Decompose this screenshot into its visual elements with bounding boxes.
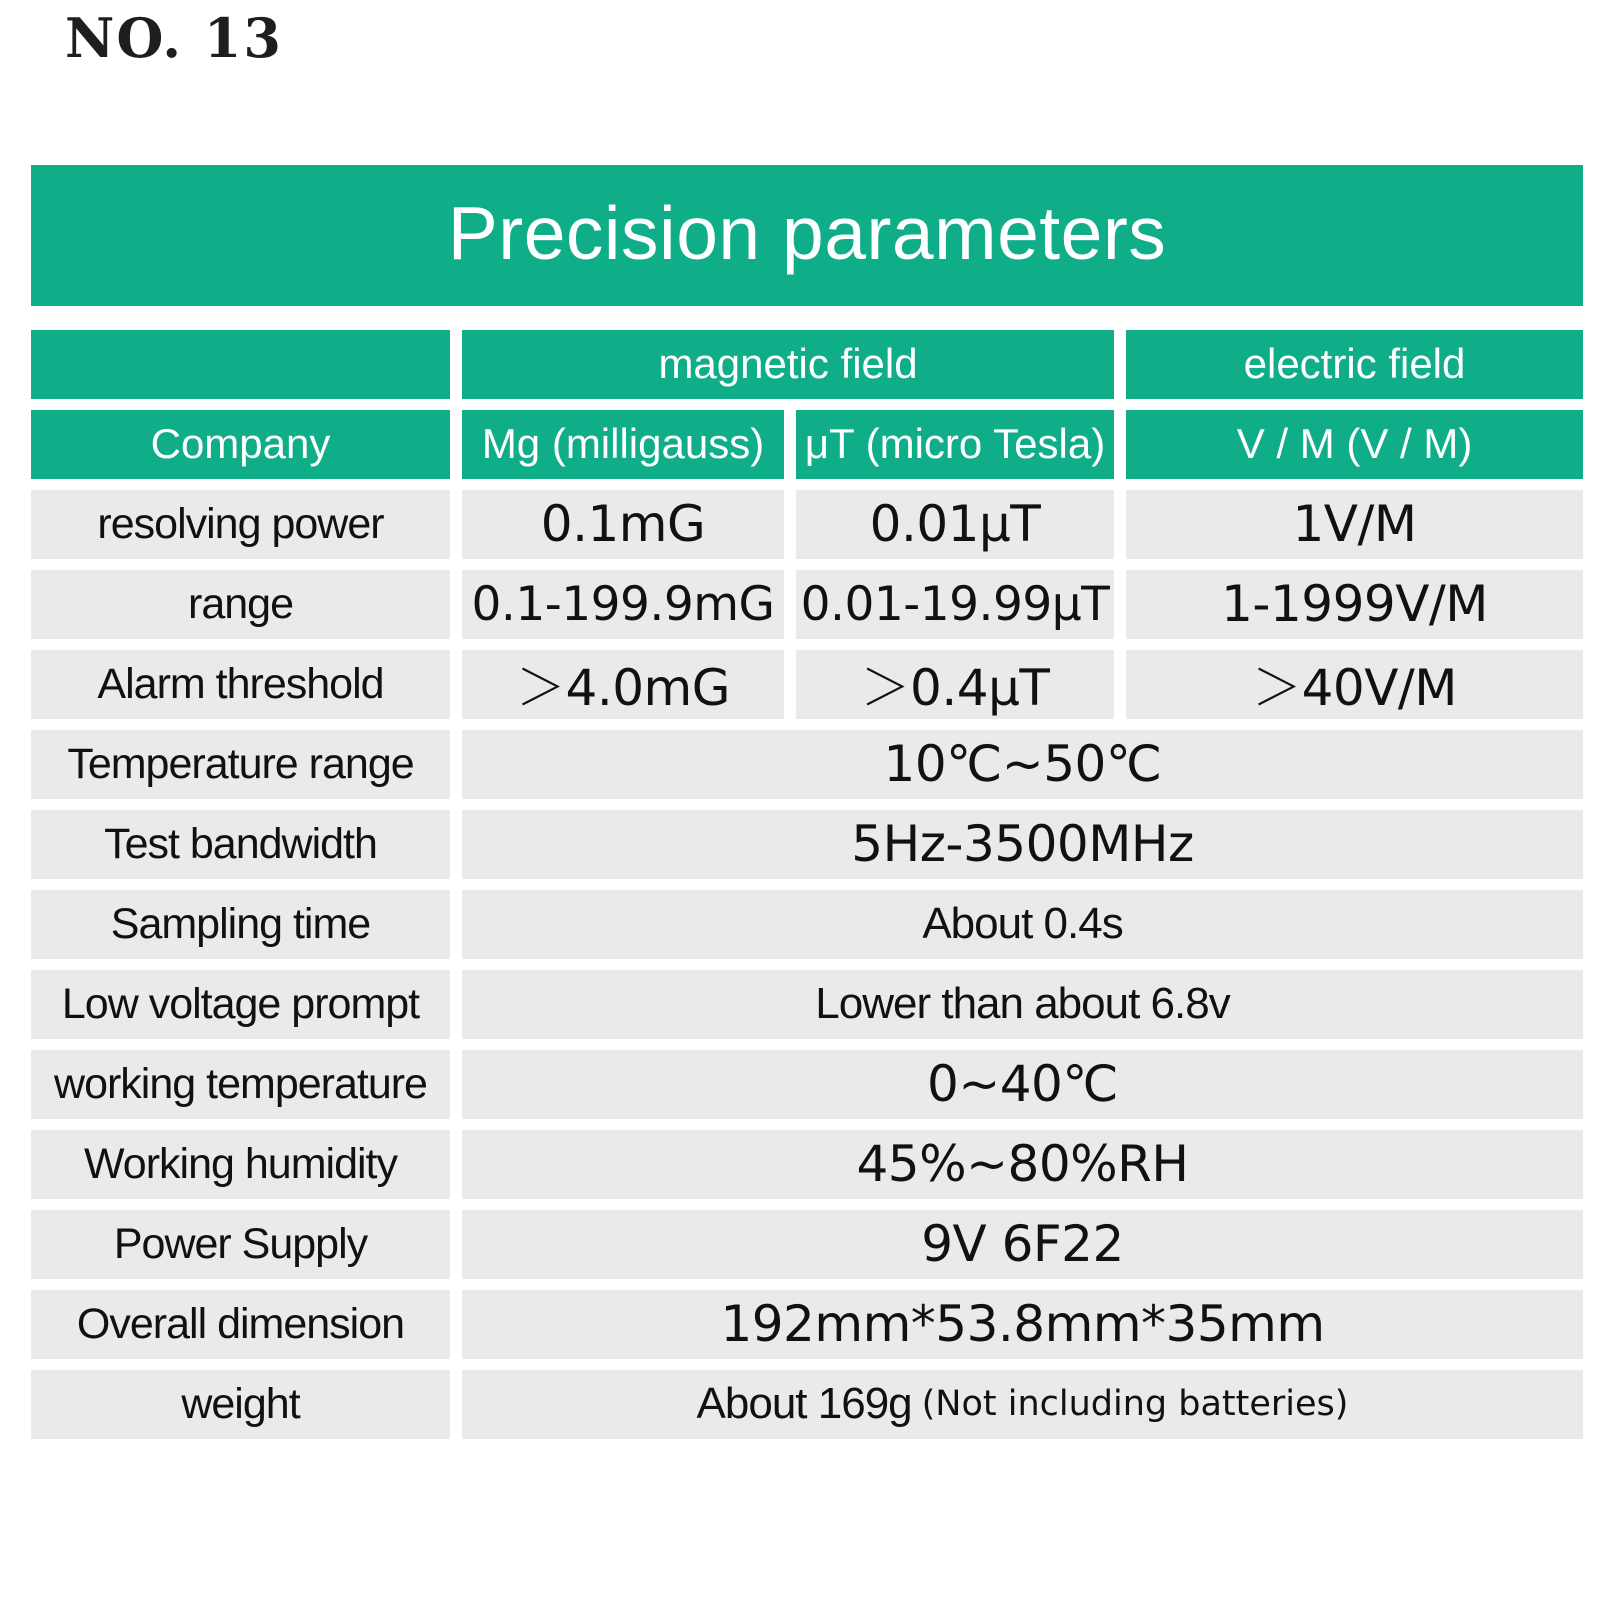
table-row-low-voltage-prompt: [31, 964, 1583, 1044]
vm-value: 1-1999V/M: [1126, 564, 1583, 644]
table-row-range: [31, 564, 1583, 644]
title-banner: [31, 165, 1583, 306]
row-value: 192mm*53.8mm*35mm: [462, 1284, 1583, 1364]
row-label: Overall dimension: [31, 1284, 462, 1364]
mg-unit-header: Mg (milligauss): [462, 404, 796, 484]
mg-value: 0.1mG: [462, 484, 796, 564]
table-row-test-bandwidth: [31, 804, 1583, 884]
mg-value: 0.1-199.9mG: [462, 564, 796, 644]
page-number-label: NO. 13: [65, 6, 283, 70]
row-value: Lower than about 6.8v: [462, 964, 1583, 1044]
row-label: Low voltage prompt: [31, 964, 462, 1044]
table-row-sampling-time: [31, 884, 1583, 964]
spec-table: [31, 324, 1583, 1444]
ut-value: 0.01-19.99μT: [796, 564, 1126, 644]
row-label: Power Supply: [31, 1204, 462, 1284]
weight-value: About 169g: [696, 1379, 912, 1428]
group-header-row: [31, 324, 1583, 404]
row-value: 0~40℃: [462, 1044, 1583, 1124]
table-row-weight: [31, 1364, 1583, 1444]
row-label: Alarm threshold: [31, 644, 462, 724]
row-value: 9V 6F22: [462, 1204, 1583, 1284]
row-label: range: [31, 564, 462, 644]
page-title: Precision parameters: [447, 190, 1167, 275]
table-row-overall-dimension: [31, 1284, 1583, 1364]
vm-unit-header: V / M (V / M): [1126, 404, 1583, 484]
weight-note: (Not including batteries): [921, 1384, 1349, 1424]
row-value: [462, 1364, 1583, 1444]
vm-value: ＞40V/M: [1126, 644, 1583, 724]
table-row-working-temperature: [31, 1044, 1583, 1124]
row-label: Test bandwidth: [31, 804, 462, 884]
row-label: working temperature: [31, 1044, 462, 1124]
ut-value: 0.01μT: [796, 484, 1126, 564]
mg-value: ＞4.0mG: [462, 644, 796, 724]
table-row-resolving-power: [31, 484, 1583, 564]
row-label: Temperature range: [31, 724, 462, 804]
vm-value: 1V/M: [1126, 484, 1583, 564]
table-row-power-supply: [31, 1204, 1583, 1284]
table-row-working-humidity: [31, 1124, 1583, 1204]
company-header: Company: [31, 404, 462, 484]
blank-header-cell: [31, 324, 462, 404]
row-label: weight: [31, 1364, 462, 1444]
row-value: About 0.4s: [462, 884, 1583, 964]
row-label: Working humidity: [31, 1124, 462, 1204]
row-value: 10℃~50℃: [462, 724, 1583, 804]
row-value: 45%~80%RH: [462, 1124, 1583, 1204]
ut-unit-header: μT (micro Tesla): [796, 404, 1126, 484]
table-row-alarm-threshold: [31, 644, 1583, 724]
magnetic-field-header: magnetic field: [462, 324, 1126, 404]
row-value: 5Hz-3500MHz: [462, 804, 1583, 884]
ut-value: ＞0.4μT: [796, 644, 1126, 724]
electric-field-header: electric field: [1126, 324, 1583, 404]
row-label: resolving power: [31, 484, 462, 564]
unit-header-row: [31, 404, 1583, 484]
row-label: Sampling time: [31, 884, 462, 964]
table-row-temperature-range: [31, 724, 1583, 804]
